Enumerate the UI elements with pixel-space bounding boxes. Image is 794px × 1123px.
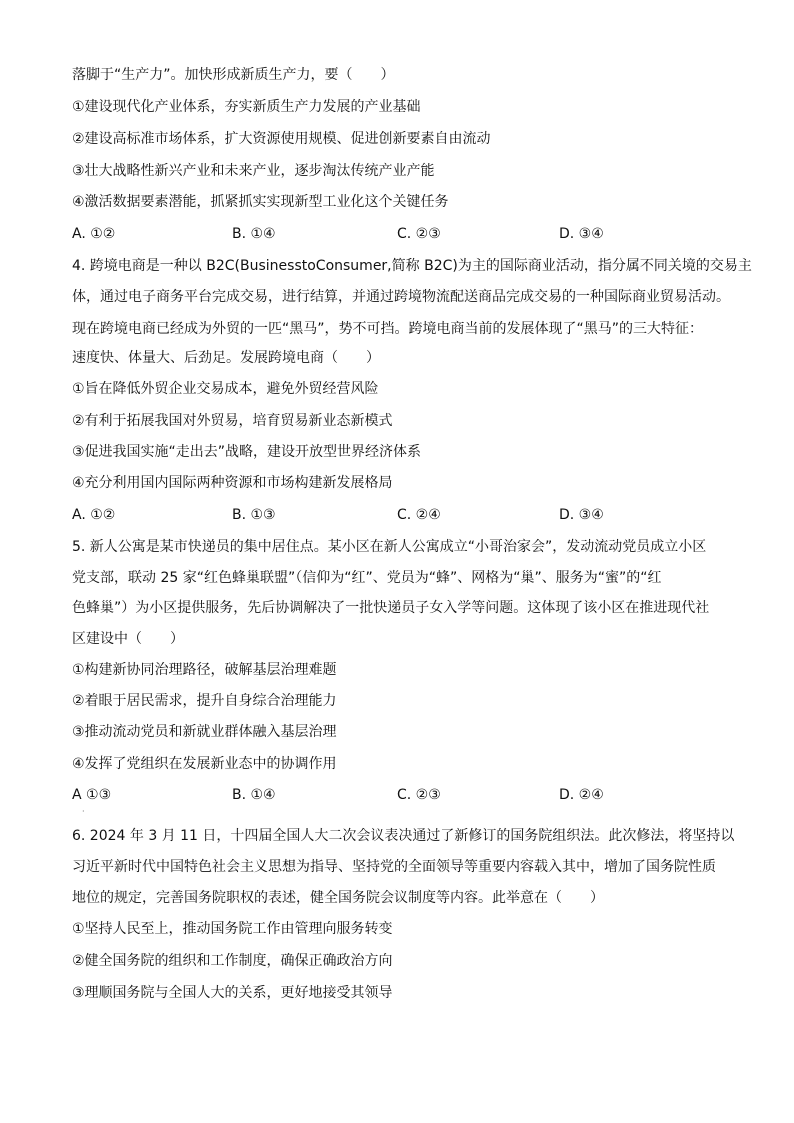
q5-item-2: ②着眼于居民需求，提升自身综合治理能力 xyxy=(72,693,337,709)
q6-stem-line-3: 地位的规定，完善国务院职权的表述，健全国务院会议制度等内容。此举意在（ ） xyxy=(72,890,604,906)
q3-item-1: ①建设现代化产业体系，夯实新质生产力发展的产业基础 xyxy=(72,99,421,115)
q5-options xyxy=(72,785,732,805)
q5-item-4: ④发挥了党组织在发展新业态中的协调作用 xyxy=(72,756,337,772)
q4-item-4: ④充分利用国内国际两种资源和市场构建新发展格局 xyxy=(72,475,393,491)
q4-stem-line-2: 体，通过电子商务平台完成交易，进行结算，并通过跨境物流配送商品完成交易的一种国际商业贸易活动。 xyxy=(72,289,730,305)
q3-option-d: D. ③④ xyxy=(559,226,604,242)
q4-option-c: C. ②④ xyxy=(397,507,441,523)
q4-stem-line-4: 速度快、体量大、后劲足。发展跨境电商（ ） xyxy=(72,350,380,366)
q5-option-a: A ①③ xyxy=(72,787,112,803)
q3-stem-tail: 落脚于“生产力”。加快形成新质生产力，要（ ） xyxy=(72,67,395,83)
q3-option-a: A. ①② xyxy=(72,226,116,242)
q3-item-2: ②建设高标准市场体系，扩大资源使用规模、促进创新要素自由流动 xyxy=(72,131,491,147)
q4-option-a: A. ①② xyxy=(72,507,116,523)
q3-item-3: ③壮大战略性新兴产业和未来产业，逐步淘汰传统产业产能 xyxy=(72,163,435,179)
q4-item-2: ②有利于拓展我国对外贸易，培育贸易新业态新模式 xyxy=(72,413,393,429)
q5-item-1: ①构建新协同治理路径，破解基层治理难题 xyxy=(72,662,337,678)
q4-item-3: ③促进我国实施“走出去”战略，建设开放型世界经济体系 xyxy=(72,444,422,460)
q5-stem-line-3: 色蜂巢”）为小区提供服务，先后协调解决了一批快递员子女入学等问题。这体现了该小区在推进现代社 xyxy=(72,600,710,616)
q3-item-4: ④激活数据要素潜能，抓紧抓实实现新型工业化这个关键任务 xyxy=(72,194,449,210)
stray-dot-mark: · xyxy=(82,807,85,816)
q5-stem-line-4: 区建设中（ ） xyxy=(72,631,184,647)
q5-option-c: C. ②③ xyxy=(397,787,441,803)
q5-stem-line-1: 5. 新人公寓是某市快递员的集中居住点。某小区在新人公寓成立“小哥治家会”，发动流动党员成立小区 xyxy=(72,539,707,555)
q4-options xyxy=(72,505,732,525)
q6-stem-line-2: 习近平新时代中国特色社会主义思想为指导、坚持党的全面领导等重要内容载入其中，增加了国务院性质 xyxy=(72,859,716,875)
q4-stem-line-3: 现在跨境电商已经成为外贸的一匹“黑马”，势不可挡。跨境电商当前的发展体现了“黑马”的三大特征： xyxy=(72,321,704,337)
q3-options xyxy=(72,224,732,244)
q4-item-1: ①旨在降低外贸企业交易成本，避免外贸经营风险 xyxy=(72,381,379,397)
q6-stem-line-1: 6. 2024 年 3 月 11 日，十四届全国人大二次会议表决通过了新修订的国务院组织法。此次修法，将坚持以 xyxy=(72,828,735,844)
q4-option-d: D. ③④ xyxy=(559,507,604,523)
q6-item-2: ②健全国务院的组织和工作制度，确保正确政治方向 xyxy=(72,953,393,969)
q4-stem-line-1: 4. 跨境电商是一种以 B2C(BusinesstoConsumer,简称 B2C)为主的国际商业活动，指分属不同关境的交易主 xyxy=(72,258,752,274)
q3-option-c: C. ②③ xyxy=(397,226,441,242)
q5-stem-line-2: 党支部，联动 25 家“红色蜂巢联盟”（信仰为“红”、党员为“蜂”、网格为“巢”、服务为“蜜”的“红 xyxy=(72,570,662,586)
q6-item-3: ③理顺国务院与全国人大的关系，更好地接受其领导 xyxy=(72,985,393,1001)
q5-option-b: B. ①④ xyxy=(232,787,276,803)
q5-option-d: D. ②④ xyxy=(559,787,604,803)
q4-option-b: B. ①③ xyxy=(232,507,276,523)
q6-item-1: ①坚持人民至上，推动国务院工作由管理向服务转变 xyxy=(72,921,393,937)
q5-item-3: ③推动流动党员和新就业群体融入基层治理 xyxy=(72,724,337,740)
q3-option-b: B. ①④ xyxy=(232,226,276,242)
